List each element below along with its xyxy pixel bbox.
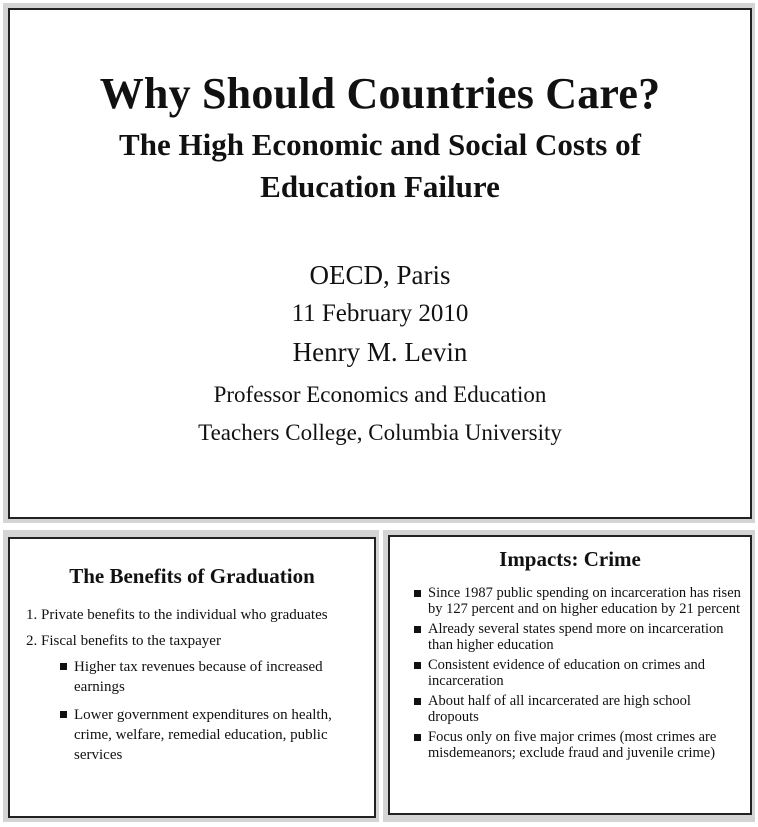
list-item-text: Since 1987 public spending on incarceration has risen by 127 percent and on higher education by 21 percent [428,585,741,617]
author-name: Henry M. Levin [292,337,468,367]
crime-list [414,585,744,765]
square-bullet-icon [60,663,67,670]
author-institution: Teachers College, Columbia University [198,420,562,445]
list-item-text: Already several states spend more on incarceration than higher education [428,621,724,653]
author-role: Professor Economics and Education [213,382,547,407]
date-text: 11 February 2010 [291,300,469,327]
crime-slide [388,535,752,815]
square-bullet-icon [414,626,421,633]
benefits-heading: The Benefits of Graduation [69,564,315,588]
sub-list-item [60,705,366,765]
list-item [414,585,744,617]
subtitle-line-2: Education Failure [260,169,500,204]
organization-text: OECD, Paris [309,260,451,290]
list-item-text: About half of all incarcerated are high school dropouts [428,693,691,725]
list-item [414,621,744,653]
sub-list-item-text: Higher tax revenues because of increased earnings [74,659,323,695]
subtitle-line-1: The High Economic and Social Costs of [119,127,641,162]
crime-heading: Impacts: Crime [499,547,641,571]
square-bullet-icon [60,711,67,718]
square-bullet-icon [414,662,421,669]
title-slide [8,8,752,519]
square-bullet-icon [414,734,421,741]
slide-subtitle [10,124,750,208]
list-item: 2. Fiscal benefits to the taxpayer [26,633,221,649]
benefits-slide [8,537,376,818]
square-bullet-icon [414,590,421,597]
square-bullet-icon [414,698,421,705]
slide-title: Why Should Countries Care? [99,69,661,118]
list-item: 1. Private benefits to the individual who graduates [26,607,328,623]
list-item-text: Consistent evidence of education on crimes and incarceration [428,657,706,689]
list-item [414,657,744,689]
sub-list-item [60,657,366,697]
benefits-list [26,605,366,773]
list-item-text: Focus only on five major crimes (most crimes are misdemeanors; exclude fraud and juvenile crime) [428,729,717,761]
sub-list-item-text: Lower government expenditures on health, crime, welfare, remedial education, public services [74,707,332,763]
fiscal-sub-list [60,657,366,765]
list-item [414,693,744,725]
list-item [414,729,744,761]
